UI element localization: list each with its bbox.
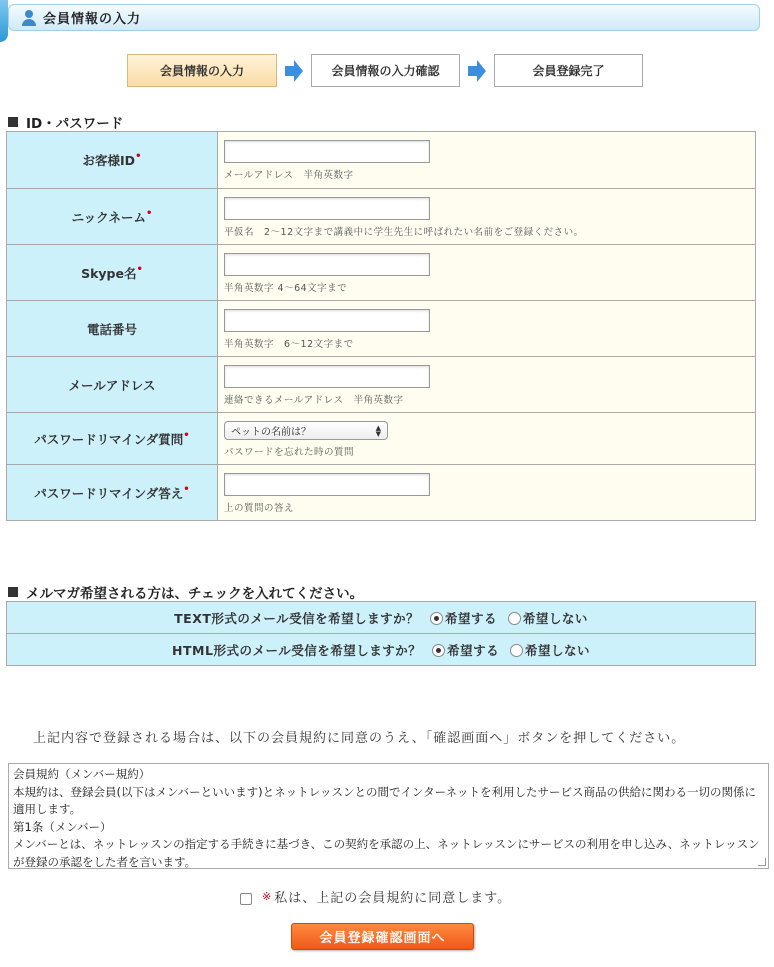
field-label: パスワードリマインダ質問• xyxy=(7,413,218,465)
step-complete: 会員登録完了 xyxy=(494,54,643,87)
person-icon xyxy=(21,10,37,26)
form-row-reminder-question xyxy=(7,413,756,465)
customer-id-input[interactable] xyxy=(224,140,430,163)
required-mark: • xyxy=(183,429,190,441)
newsletter-options xyxy=(6,601,756,666)
square-bullet-icon xyxy=(8,587,18,597)
progress-steps xyxy=(127,54,643,87)
page-title-bar xyxy=(8,4,760,31)
agree-checkbox[interactable] xyxy=(240,893,252,905)
instruction-text: 上記内容で登録される場合は、以下の会員規約に同意のうえ、「確認画面へ」ボタンを押してください。 xyxy=(33,731,686,746)
resize-grip-icon[interactable] xyxy=(758,858,766,866)
form-row-reminder-answer xyxy=(7,465,756,521)
field-hint: 上の質問の答え xyxy=(224,503,295,514)
newsletter-row-text: TEXT形式のメール受信を希望しますか？ 希望する 希望しない xyxy=(7,602,756,634)
text-mail-yes-radio[interactable] xyxy=(430,612,443,625)
field-hint: パスワードを忘れた時の質問 xyxy=(224,447,355,458)
text-mail-no-radio[interactable] xyxy=(508,612,521,625)
skype-input[interactable] xyxy=(224,253,430,276)
nickname-input[interactable] xyxy=(224,197,430,220)
left-accent-bar xyxy=(0,0,8,42)
agree-label: 私は、上記の会員規約に同意します。 xyxy=(274,891,512,906)
required-mark: • xyxy=(183,483,190,495)
field-label: ニックネーム• xyxy=(7,189,218,245)
agree-row xyxy=(240,887,511,906)
step-confirm: 会員情報の入力確認 xyxy=(311,54,460,87)
required-mark: • xyxy=(145,207,153,219)
confirm-button[interactable]: 会員登録確認画面へ xyxy=(291,923,474,950)
field-label: メールアドレス xyxy=(7,357,218,413)
form-row-nickname xyxy=(7,189,756,245)
step-arrow-icon xyxy=(277,54,311,87)
email-input[interactable] xyxy=(224,365,430,388)
page-title: 会員情報の入力 xyxy=(43,12,142,27)
select-arrows-icon: ▲ ▼ xyxy=(375,423,381,438)
form-row-email xyxy=(7,357,756,413)
reminder-answer-input[interactable] xyxy=(224,473,430,496)
field-label: 電話番号 xyxy=(7,301,218,357)
form-row-phone xyxy=(7,301,756,357)
required-mark: • xyxy=(135,151,142,162)
field-label: お客様ID• xyxy=(7,132,218,189)
id-password-form xyxy=(6,131,756,521)
newsletter-question: TEXT形式のメール受信を希望しますか？ xyxy=(174,610,420,626)
mail-section-heading: メルマガ希望される方は、チェックを入れてください。 xyxy=(8,582,363,602)
required-mark: • xyxy=(136,263,143,275)
field-hint: 平仮名 2〜12文字まで講義中に学生先生に呼ばれたい名前をご登録ください。 xyxy=(224,227,584,238)
terms-textarea[interactable]: 会員規約（メンバー規約） 本規約は、登録会員(以下はメンバーといいます)とネットレッスンとの間でインターネットを利用したサービス商品の供給に関わる一切の関係に適用します。 第1条（メンバー） メンバーとは、ネットレッスンの指定する手続きに基づき、この契約を承認の上、ネットレッスンにサービスの利用を申し込み、ネットレッスンが登録の承認をした者を言います。 xyxy=(8,763,769,869)
field-hint: 半角英数字 6〜12文字まで xyxy=(224,339,354,350)
id-section-heading: ID・パスワード xyxy=(8,112,123,132)
field-hint: メールアドレス 半角英数字 xyxy=(224,170,354,181)
phone-input[interactable] xyxy=(224,309,430,332)
reminder-question-select[interactable]: ペットの名前は？ ▲ ▼ xyxy=(224,421,388,440)
html-mail-no-radio[interactable] xyxy=(510,644,523,657)
field-hint: 半角英数字 4〜64文字まで xyxy=(224,283,348,294)
field-label: Skype名• xyxy=(7,245,218,301)
newsletter-row-html: HTML形式のメール受信を希望しますか？ 希望する 希望しない xyxy=(7,634,756,666)
newsletter-question: HTML形式のメール受信を希望しますか？ xyxy=(172,642,422,658)
asterisk-mark: ※ xyxy=(262,890,273,903)
form-row-skype xyxy=(7,245,756,301)
form-row-customer-id xyxy=(7,132,756,189)
step-input: 会員情報の入力 xyxy=(127,54,277,87)
html-mail-yes-radio[interactable] xyxy=(432,644,445,657)
field-label: パスワードリマインダ答え• xyxy=(7,465,218,521)
field-hint: 連絡できるメールアドレス 半角英数字 xyxy=(224,395,404,406)
step-arrow-icon xyxy=(460,54,494,87)
square-bullet-icon xyxy=(8,117,18,127)
